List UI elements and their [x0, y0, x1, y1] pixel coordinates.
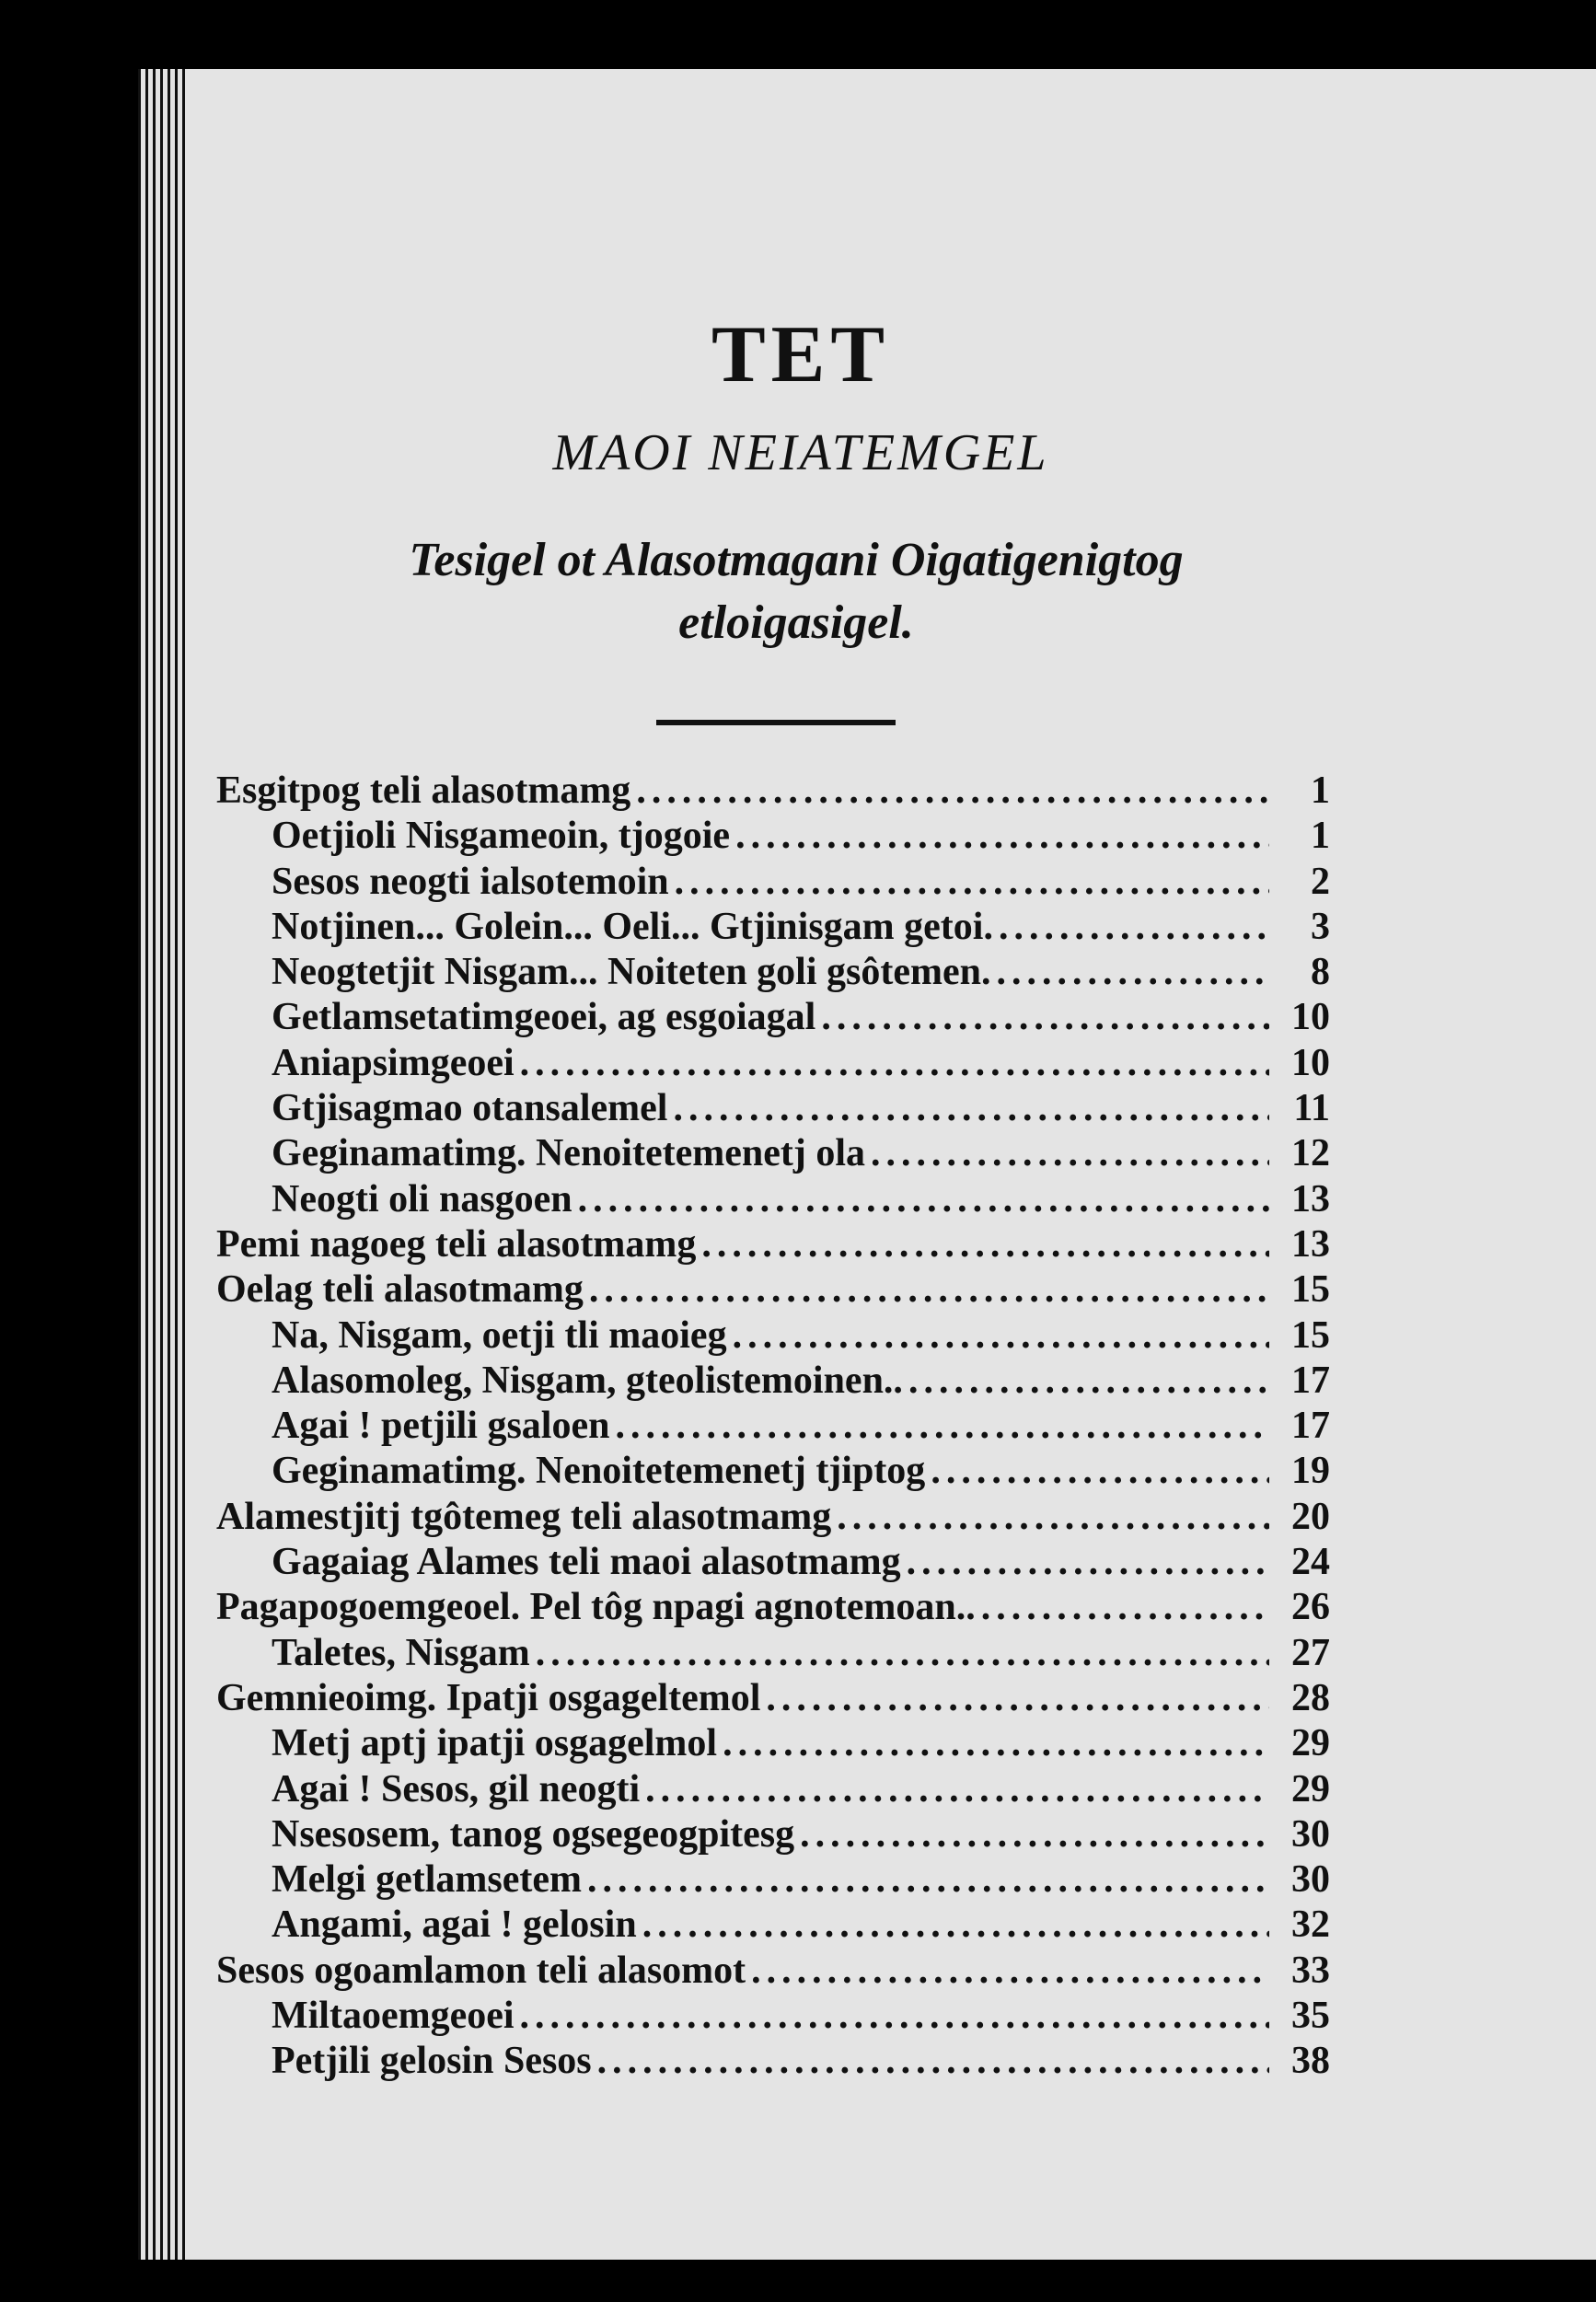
toc-leader-dots — [701, 1222, 1269, 1267]
toc-entry-page: 29 — [1291, 1722, 1330, 1765]
toc-entry-page: 29 — [1291, 1767, 1330, 1810]
toc-entry — [216, 1449, 1330, 1494]
toc-entry-title: Pagapogoemgeoel. Pel tôg npagi agnotemoan.. — [216, 1586, 976, 1629]
toc-entry-page: 13 — [1291, 1222, 1330, 1266]
divider-rule — [656, 720, 896, 725]
toc-entry — [216, 769, 1330, 814]
toc-entry-title: Nsesosem, tanog ogsegeogpitesg — [272, 1812, 795, 1856]
toc-entry — [216, 1086, 1330, 1131]
toc-entry — [216, 1131, 1330, 1176]
toc-entry-page: 19 — [1291, 1450, 1330, 1493]
toc-entry-page: 2 — [1311, 860, 1330, 903]
toc-leader-dots — [597, 2039, 1269, 2083]
toc-entry-page: 30 — [1291, 1858, 1330, 1902]
toc-entry-title: Alasomoleg, Nisgam, gteolistemoinen.. — [272, 1359, 903, 1402]
toc-leader-dots — [578, 1177, 1269, 1221]
toc-entry — [216, 1631, 1330, 1676]
toc-entry-title: Esgitpog teli alasotmamg — [216, 769, 631, 812]
toc-entry — [216, 1857, 1330, 1903]
toc-leader-dots — [675, 860, 1269, 904]
toc-leader-dots — [615, 1404, 1269, 1448]
toc-entry — [216, 1495, 1330, 1540]
toc-entry-page: 12 — [1291, 1132, 1330, 1175]
toc-entry-title: Oelag teli alasotmamg — [216, 1268, 584, 1312]
toc-entry — [216, 2039, 1330, 2084]
toc-entry-page: 1 — [1311, 769, 1330, 812]
toc-leader-dots — [587, 1857, 1269, 1902]
toc-entry-page: 26 — [1291, 1586, 1330, 1629]
toc-entry-page: 28 — [1291, 1676, 1330, 1719]
toc-entry-page: 24 — [1291, 1541, 1330, 1584]
toc-leader-dots — [837, 1495, 1269, 1539]
toc-leader-dots — [908, 1359, 1269, 1403]
toc-entry — [216, 1267, 1330, 1313]
toc-leader-dots — [751, 1949, 1269, 1993]
toc-leader-dots — [520, 1994, 1269, 2038]
toc-entry-title: Agai ! petjili gsaloen — [272, 1405, 610, 1448]
toc-leader-dots — [589, 1267, 1269, 1312]
toc-entry-page: 15 — [1291, 1313, 1330, 1357]
toc-entry — [216, 860, 1330, 905]
toc-entry-page: 32 — [1291, 1903, 1330, 1947]
toc-leader-dots — [766, 1676, 1269, 1720]
toc-entry — [216, 1812, 1330, 1857]
toc-entry-page: 35 — [1291, 1995, 1330, 2038]
toc-entry-title: Oetjioli Nisgameoin, tjogoie — [272, 815, 731, 858]
toc-entry-page: 1 — [1311, 815, 1330, 858]
toc-entry-page: 15 — [1291, 1268, 1330, 1312]
toc-leader-dots — [723, 1721, 1269, 1765]
toc-entry — [216, 1359, 1330, 1404]
toc-leader-dots — [981, 1585, 1269, 1629]
toc-entry — [216, 1721, 1330, 1766]
toc-entry — [216, 1994, 1330, 2039]
toc-entry-title: Miltaoemgeoei — [272, 1995, 515, 2038]
toc-entry — [216, 814, 1330, 859]
toc-entry-title: Getlamsetatimgeoei, ag esgoiagal — [272, 996, 816, 1039]
toc-leader-dots — [735, 814, 1269, 858]
toc-entry-title: Geginamatimg. Nenoitetemenetj ola — [272, 1132, 865, 1175]
toc-entry-title: Metj aptj ipatji osgagelmol — [272, 1722, 718, 1765]
toc-entry-title: Taletes, Nisgam — [272, 1631, 530, 1674]
toc-entry-page: 33 — [1291, 1949, 1330, 1992]
toc-entry-title: Petjili gelosin Sesos — [272, 2040, 592, 2083]
toc-entry-title: Pemi nagoeg teli alasotmamg — [216, 1222, 697, 1266]
toc-entry-title: Neogtetjit Nisgam... Noiteten goli gsôtemen. — [272, 951, 991, 994]
toc-entry — [216, 1540, 1330, 1585]
toc-entry-title: Geginamatimg. Nenoitetemenetj tjiptog — [272, 1450, 926, 1493]
toc-entry-title: Agai ! Sesos, gil neogti — [272, 1767, 641, 1810]
toc-entry-title: Angami, agai ! gelosin — [272, 1903, 637, 1947]
toc-entry-title: Na, Nisgam, oetji tli maoieg — [272, 1313, 727, 1357]
toc-leader-dots — [931, 1449, 1269, 1493]
toc-entry — [216, 950, 1330, 995]
toc-leader-dots — [800, 1812, 1269, 1857]
toc-entry — [216, 1676, 1330, 1721]
toc-entry-title: Notjinen... Golein... Oeli... Gtjinisgam getoi. — [272, 905, 993, 948]
toc-entry — [216, 1767, 1330, 1812]
toc-entry — [216, 1949, 1330, 1994]
toc-entry — [216, 1222, 1330, 1267]
toc-entry-page: 10 — [1291, 996, 1330, 1039]
page-subtitle: MAOI NEIATEMGEL — [552, 424, 1049, 481]
toc-entry-page: 17 — [1291, 1405, 1330, 1448]
toc-leader-dots — [673, 1086, 1269, 1130]
toc-leader-dots — [636, 769, 1269, 813]
table-of-contents — [216, 769, 1330, 2085]
toc-entry — [216, 1177, 1330, 1222]
toc-entry-page: 8 — [1311, 951, 1330, 994]
toc-entry-page: 17 — [1291, 1359, 1330, 1402]
toc-entry-title: Aniapsimgeoei — [272, 1041, 515, 1084]
toc-entry-title: Sesos neogti ialsotemoin — [272, 860, 669, 903]
toc-entry-page: 30 — [1291, 1812, 1330, 1856]
toc-entry-title: Melgi getlamsetem — [272, 1858, 583, 1902]
toc-leader-dots — [999, 905, 1269, 949]
toc-leader-dots — [996, 950, 1269, 994]
toc-entry-title: Sesos ogoamlamon teli alasomot — [216, 1949, 746, 1992]
toc-entry — [216, 995, 1330, 1040]
toc-leader-dots — [871, 1131, 1269, 1175]
toc-leader-dots — [642, 1903, 1269, 1947]
toc-leader-dots — [907, 1540, 1269, 1584]
page-title: TET — [711, 310, 891, 399]
toc-entry-page: 20 — [1291, 1495, 1330, 1538]
toc-entry-title: Gagaiag Alames teli maoi alasotmamg — [272, 1541, 901, 1584]
toc-entry — [216, 905, 1330, 950]
toc-entry — [216, 1041, 1330, 1086]
toc-entry-page: 38 — [1291, 2040, 1330, 2083]
toc-entry — [216, 1585, 1330, 1630]
toc-entry-title: Gtjisagmao otansalemel — [272, 1087, 668, 1130]
toc-leader-dots — [645, 1767, 1269, 1811]
toc-leader-dots — [520, 1041, 1269, 1085]
toc-leader-dots — [733, 1313, 1269, 1358]
toc-entry-title: Neogti oli nasgoen — [272, 1177, 572, 1220]
toc-leader-dots — [536, 1631, 1269, 1675]
toc-entry-page: 13 — [1291, 1177, 1330, 1220]
page-description: Tesigel ot Alasotmagani Oigatigenigtog etloigasigel. — [409, 534, 1184, 649]
toc-entry-page: 27 — [1291, 1631, 1330, 1674]
toc-entry-title: Gemnieoimg. Ipatji osgageltemol — [216, 1676, 761, 1719]
toc-entry — [216, 1404, 1330, 1449]
toc-entry — [216, 1903, 1330, 1948]
toc-entry-page: 10 — [1291, 1041, 1330, 1084]
toc-entry-page: 3 — [1311, 905, 1330, 948]
toc-entry-title: Alamestjitj tgôtemeg teli alasotmamg — [216, 1495, 832, 1538]
toc-entry-page: 11 — [1293, 1087, 1330, 1130]
toc-entry — [216, 1313, 1330, 1359]
toc-leader-dots — [821, 995, 1269, 1039]
